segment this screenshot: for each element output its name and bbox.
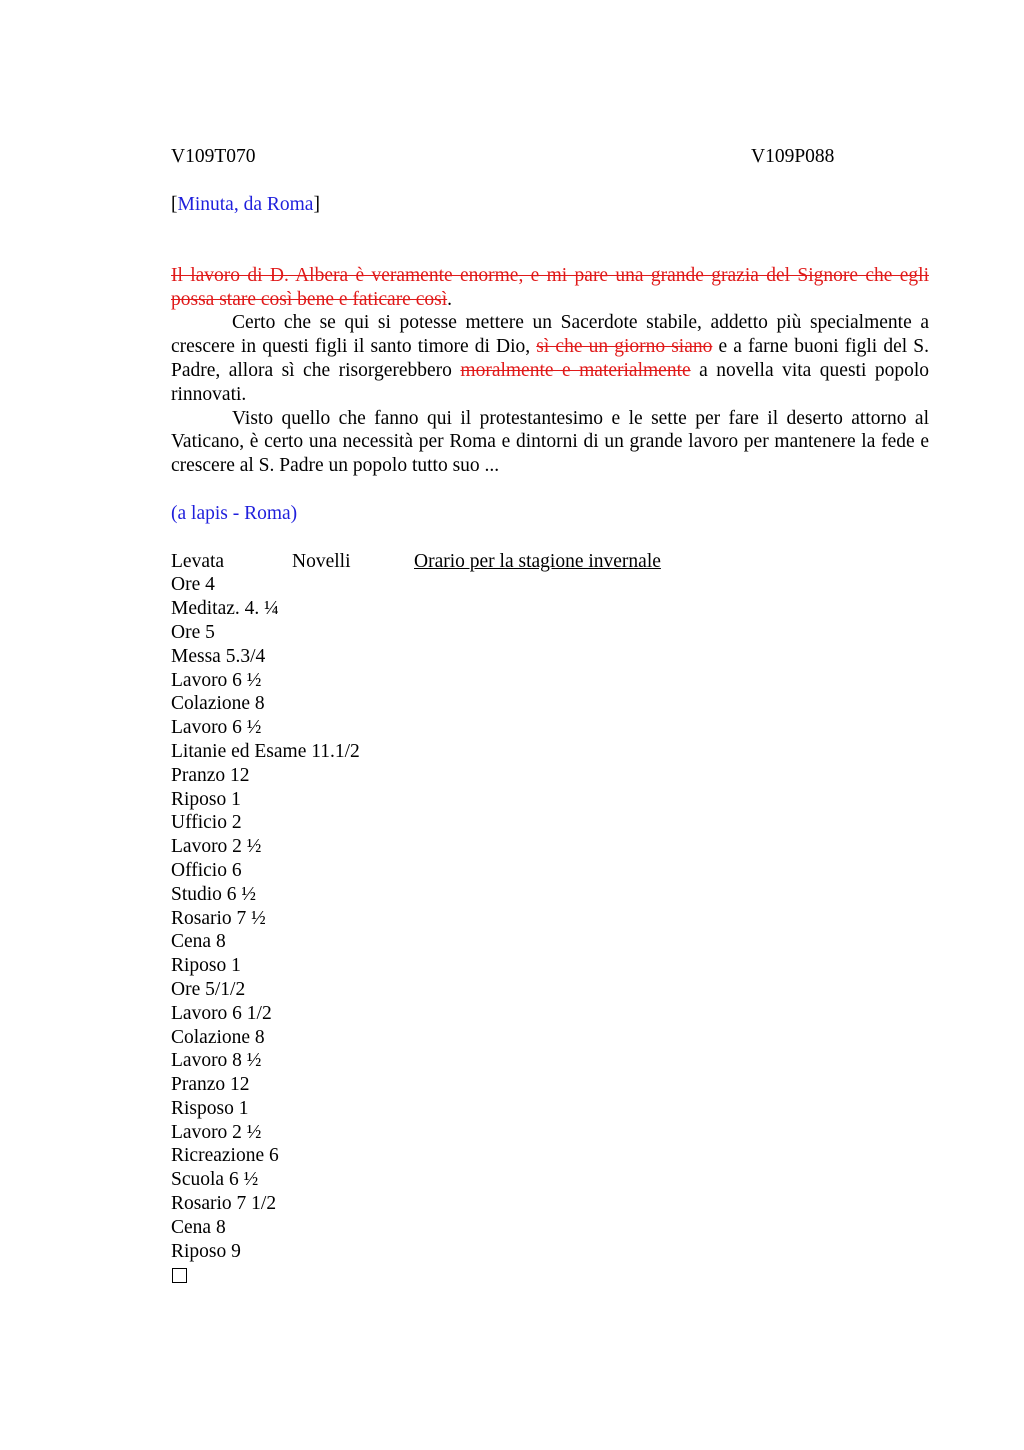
struck-phrase-1: sì che un giorno siano — [536, 336, 713, 358]
schedule-row: Officio 6 — [171, 859, 242, 881]
schedule-row: Rosario 7 ½ — [171, 907, 266, 929]
schedule-row: Lavoro 6 1/2 — [171, 1002, 272, 1024]
schedule-row: Ore 5/1/2 — [171, 978, 246, 1000]
schedule-row: Pranzo 12 — [171, 764, 250, 786]
volume-code-right: V109P088 — [751, 146, 835, 167]
end-marker-box — [172, 1268, 187, 1283]
schedule-row: Ufficio 2 — [171, 812, 242, 834]
schedule-row: Cena 8 — [171, 931, 226, 953]
volume-code-left: V109T070 — [171, 146, 256, 167]
schedule-row: Lavoro 2 ½ — [171, 836, 262, 858]
schedule-row: Pranzo 12 — [171, 1074, 250, 1096]
schedule-row: Colazione 8 — [171, 693, 265, 715]
struck-sentence-period: . — [447, 288, 452, 310]
schedule-row: Rosario 7 1/2 — [171, 1193, 277, 1215]
document-codes — [171, 145, 931, 169]
schedule-row: Ricreazione 6 — [171, 1145, 279, 1167]
schedule-row: Messa 5.3/4 — [171, 645, 266, 667]
schedule-row: Lavoro 6 ½ — [171, 669, 262, 691]
schedule-col-novelli: Novelli — [292, 550, 351, 572]
bracket-close: ] — [313, 194, 320, 215]
paragraph-2: Visto quello che fanno qui il protestantesimo e le sette per fare il deserto attorno al Vaticano, è certo una necessità per Roma e dintorni di un grande lavoro per mantenere la fede e crescere al S. Padre un popolo tutto suo ... — [171, 407, 929, 477]
schedule-row: Cena 8 — [171, 1216, 226, 1238]
schedule-row: Riposo 1 — [171, 955, 241, 977]
struck-phrase-2: moralmente e materialmente — [460, 359, 691, 381]
schedule-row: Lavoro 2 ½ — [171, 1121, 262, 1143]
paragraph-1-part-b: e a farne buoni figli del S. Padre, allora sì che risorgerebbero — [171, 336, 929, 381]
minuta-heading — [171, 193, 931, 217]
paragraph-1-part-a: Certo che se qui si potesse mettere un Sacerdote stabile, addetto più specialmente a crescere in questi figli il santo timore di Dio, — [171, 312, 929, 358]
schedule-row: Risposo 1 — [171, 1097, 249, 1119]
schedule-row: Scuola 6 ½ — [171, 1169, 259, 1191]
document-page — [171, 145, 931, 1283]
schedule-title: Orario per la stagione invernale — [414, 550, 661, 572]
schedule-row: Colazione 8 — [171, 1026, 265, 1048]
schedule-row: Lavoro 8 ½ — [171, 1050, 262, 1072]
paragraph-1 — [171, 311, 929, 406]
schedule-row: Lavoro 6 ½ — [171, 717, 262, 739]
struck-paragraph — [171, 264, 929, 312]
schedule-row: Meditaz. 4. ¼ — [171, 598, 279, 620]
schedule-col-levata: Levata — [171, 550, 225, 572]
schedule-row: Riposo 1 — [171, 788, 241, 810]
pencil-note: (a lapis - Roma) — [171, 502, 298, 524]
schedule-header — [171, 550, 931, 574]
schedule-list — [171, 573, 931, 1263]
minuta-label: Minuta, da Roma — [177, 194, 314, 215]
schedule-row: Litanie ed Esame 11.1/2 — [171, 740, 360, 762]
schedule-row: Ore 4 — [171, 574, 215, 596]
bracket-open: [ — [171, 194, 178, 215]
schedule-row: Studio 6 ½ — [171, 883, 257, 905]
struck-sentence: Il lavoro di D. Albera è veramente enorme, e mi pare una grande grazia del Signore che egli possa stare così bene e faticare così — [171, 264, 929, 310]
schedule-row: Ore 5 — [171, 621, 215, 643]
schedule-row: Riposo 9 — [171, 1240, 241, 1262]
paragraph-1-part-c: a novella vita questi popolo rinnovati. — [171, 359, 930, 405]
